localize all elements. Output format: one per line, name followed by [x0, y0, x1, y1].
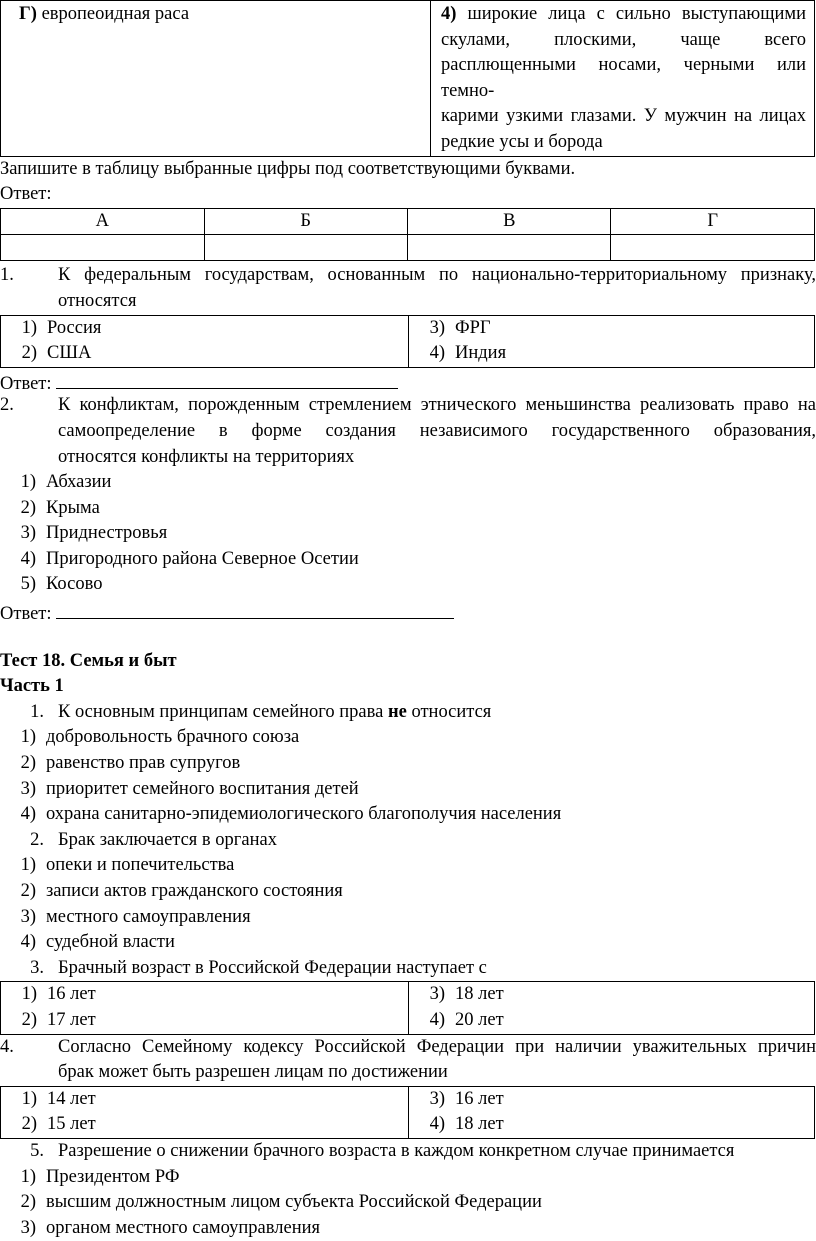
list-item: 3) приоритет семейного воспитания детей — [20, 778, 359, 799]
option-item: 1) Россия — [21, 317, 102, 338]
option-item: 3) 18 лет — [429, 984, 504, 1005]
test-question-5: 5. Разрешение о снижении брачного возраста в каждом конкретном случае принимается — [30, 1140, 735, 1161]
answer-cell-a[interactable] — [1, 235, 205, 261]
question-1-line: 1. К федеральным государствам, основанным по национально-территориальному признаку, — [0, 265, 816, 286]
matching-right-line: 4) широкие лица с сильно выступающими — [441, 4, 806, 24]
question-2-line: самоопределение в форме создания независимого государственного образования, — [58, 420, 816, 441]
option-item: 2) США — [21, 343, 92, 364]
test-question-3-options — [0, 981, 815, 1034]
instruction-text: Запишите в таблицу выбранные цифры под соответствующими буквами. — [0, 158, 576, 179]
option-item: 4) 18 лет — [429, 1114, 504, 1135]
options-right-column — [409, 1086, 815, 1138]
option-item: 1) 16 лет — [21, 984, 96, 1005]
question-1-options — [0, 315, 815, 368]
question-2-line: 2. К конфликтам, порожденным стремлением этнического меньшинства реализовать право на — [0, 395, 816, 416]
list-item: 4) судебной власти — [20, 932, 175, 953]
list-item: 3) органом местного самоуправления — [20, 1217, 321, 1238]
list-item: 3) местного самоуправления — [20, 906, 251, 927]
list-item: 3) Приднестровья — [20, 523, 168, 544]
matching-right-line: карими узкими глазами. У мужчин на лицах — [441, 106, 806, 127]
options-left-column — [1, 315, 409, 367]
answer-blank-line[interactable] — [56, 598, 454, 619]
test-question-3: 3. Брачный возраст в Российской Федерации наступает с — [30, 957, 487, 978]
question-1-answer-label: Ответ: — [0, 373, 52, 394]
test-part: Часть 1 — [0, 676, 64, 697]
test-question-4 — [0, 1035, 816, 1086]
answer-label: Ответ: — [0, 184, 52, 205]
list-item: 1) Абхазии — [20, 472, 112, 493]
list-item: 2) равенство прав супругов — [20, 753, 241, 774]
answer-header-g: Г — [611, 208, 815, 235]
question-2-answer-label: Ответ: — [0, 604, 52, 625]
list-item: 4) охрана санитарно-эпидемиологического благополучия населения — [20, 804, 562, 825]
question-1-line: относятся — [58, 290, 137, 311]
answer-header-v: В — [407, 208, 611, 235]
question-2-line: относятся конфликты на территориях — [58, 446, 355, 467]
option-item: 4) Индия — [429, 343, 507, 364]
list-item: 1) добровольность брачного союза — [20, 727, 300, 748]
option-item: 2) 17 лет — [21, 1009, 96, 1030]
answer-table-input-row — [1, 235, 815, 261]
matching-right-line: редкие усы и борода — [441, 131, 603, 152]
test-question-1: 1. К основным принципам семейного права не относится — [30, 701, 492, 722]
options-right-column — [409, 982, 815, 1034]
question-2 — [0, 393, 816, 470]
answer-cell-v[interactable] — [407, 235, 611, 261]
options-right-column — [409, 315, 815, 367]
option-item: 3) 16 лет — [429, 1088, 504, 1109]
matching-table — [0, 0, 815, 157]
list-item: 1) Президентом РФ — [20, 1166, 180, 1187]
test-question-2: 2. Брак заключается в органах — [30, 829, 277, 850]
option-item: 4) 20 лет — [429, 1009, 504, 1030]
matching-cell-left — [1, 1, 431, 157]
answer-cell-b[interactable] — [204, 235, 407, 261]
answer-blank-line[interactable] — [56, 368, 398, 389]
matching-left-letter: Г) — [19, 4, 37, 24]
test-title: Тест 18. Семья и быт — [0, 650, 177, 671]
answer-cell-g[interactable] — [611, 235, 815, 261]
answer-table — [0, 208, 815, 262]
matching-right-number: 4) — [441, 4, 457, 24]
matching-left-text: европеоидная раса — [41, 4, 190, 24]
list-item: 4) Пригородного района Северное Осетии — [20, 548, 359, 569]
test-question-4-options — [0, 1086, 815, 1139]
list-item: 2) записи актов гражданского состояния — [20, 881, 343, 901]
list-item: 5) Косово — [20, 574, 103, 595]
list-item: 1) опеки и попечительства — [20, 855, 235, 876]
matching-right-line: скулами, плоскими, чаще всего — [441, 29, 806, 50]
spacer — [0, 624, 816, 649]
test-question-4-line: брак может быть разрешен лицам по достижении — [58, 1062, 448, 1083]
answer-header-a: А — [1, 208, 205, 235]
option-item: 2) 15 лет — [21, 1114, 96, 1135]
list-item: 2) высшим должностным лицом субъекта Российской Федерации — [20, 1192, 542, 1213]
option-item: 1) 14 лет — [21, 1088, 96, 1109]
options-left-column — [1, 1086, 409, 1138]
option-item: 3) ФРГ — [429, 317, 491, 338]
options-left-column — [1, 982, 409, 1034]
question-1 — [0, 263, 816, 314]
question-2-answer — [0, 598, 816, 624]
matching-right-line: расплющенными носами, черными или темно- — [441, 55, 806, 101]
matching-cell-right — [431, 1, 815, 157]
test-question-4-line: 4. Согласно Семейному кодексу Российской Федерации при наличии уважительных причин — [0, 1036, 816, 1057]
question-1-answer — [0, 368, 816, 394]
answer-header-b: Б — [204, 208, 407, 235]
list-item: 2) Крыма — [20, 497, 100, 518]
answer-table-header-row — [1, 208, 815, 235]
